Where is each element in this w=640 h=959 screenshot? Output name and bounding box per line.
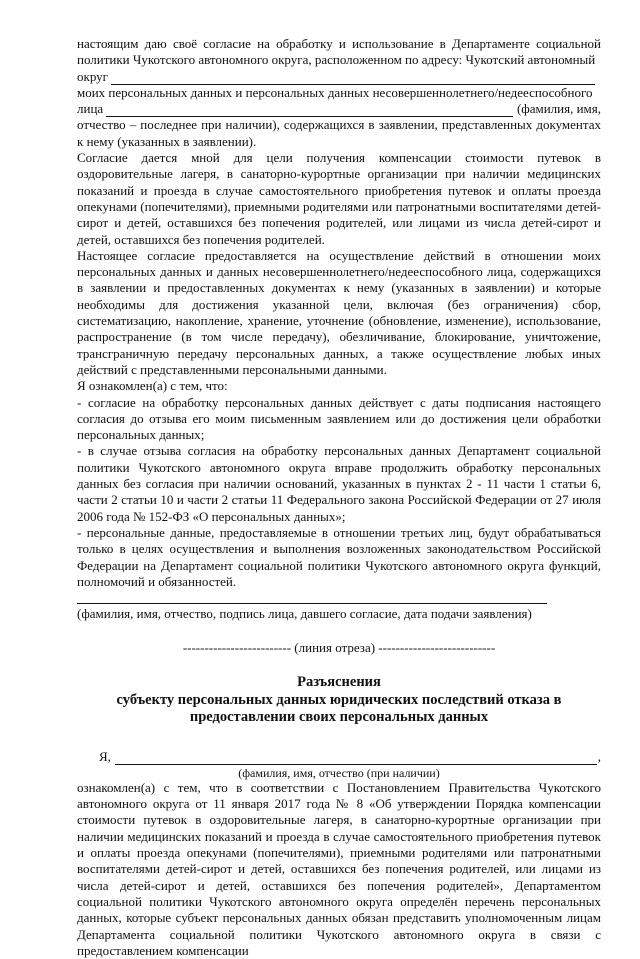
signature-line[interactable] [77, 602, 547, 604]
explanation-body: ознакомлен(а) с тем, что в соответствии с Постановлением Правительства Чукотского автономного округа от 11 января 2017 года № 8 «Об утверждении Порядка компенсации стоимости путевок в оздоровительные лагеря, в санаторно-курортные организации при наличии медицинских показаний и проезда в случае самостоятельного приобретения путевок и оплаты проезда опекунами (попечителями), приемными родителями или патронатными воспитателями детей-сирот и детей, оставшихся без попечения родителей, или лицами из числа детей-сирот и детей, оставшихся без попечения родителей», Департаментом социальной политики Чукотского автономного округа определён перечень персональных данных, которые субъект персональных данных обязан представить уполномоченным лицам Департамента социальной политики Чукотского автономного округа в связи с предоставлением компенсации [77, 779, 601, 958]
name-caption: (фамилия, имя, отчество (при наличии) [238, 765, 440, 780]
consent-intro-paragraph: настоящим даю своё согласие на обработку и использование в Департаменте социальной политики Чукотского автономного округа, расположенном по адресу: Чукотский автономный [77, 36, 601, 68]
okrug-label: округ [77, 68, 108, 84]
explanation-heading [77, 674, 601, 727]
item-2-paragraph: - в случае отзыва согласия на обработку персональных данных Департамент социальной политики Чукотского автономного округа вправе продолжить обработку персональных данных без согласия при наличии оснований, указанных в пунктах 2 - 11 части 1 статьи 6, части 2 статьи 10 и части 2 статьи 11 Федерального закона Российской Федерации от 27 июля 2006 года № 152-ФЗ «О персональных данных»; [77, 443, 601, 524]
person-label: лица [77, 101, 104, 117]
i-label: Я, [99, 748, 111, 764]
item-1-paragraph: - согласие на обработку персональных данных действует с даты подписания настоящего согласия до отзыва его моим письменным заявлением или до достижения цели обработки персональных данных; [77, 394, 601, 443]
document-page [77, 36, 601, 959]
purpose-paragraph: Согласие дается мной для цели получения компенсации стоимости путевок в оздоровительные лагеря, в санаторно-курортные организации при наличии медицинских показаний и проезда в случае самостоятельного приобретения путевок и оплаты проезда опекунами (попечителями), приемными родителями или патронатными воспитателями детей-сирот и детей, оставшихся без попечения родителей, или лицами из числа детей-сирот и детей, оставшихся без попечения родителей. [77, 150, 601, 247]
item-3-paragraph: - персональные данные, предоставляемые в отношении третьих лиц, будут обрабатываться только в целях осуществления и выполнения возложенных законодательством Российской Федерации на Департамент социальной политики Чукотского автономного округа функций, полномочий и обязанностей. [77, 524, 601, 589]
person-fill-line[interactable] [106, 104, 513, 117]
signature-area [77, 602, 601, 622]
cut-line: ------------------------- (линия отреза) --------------------------- [182, 640, 496, 656]
explanation-subtitle-1: субъекту персональных данных юридических последствий отказа в [116, 691, 562, 708]
fio-label: (фамилия, имя, [516, 101, 601, 117]
explanation-subtitle-2: предоставлении своих персональных данных [189, 709, 489, 726]
name-row [77, 749, 601, 765]
name-fill-line[interactable] [115, 752, 597, 765]
explanation-title: Разъяснения [297, 674, 381, 691]
trailing-comma: , [597, 748, 601, 764]
okrug-row [77, 69, 601, 85]
person-row [77, 101, 601, 117]
personal-data-line: моих персональных данных и персональных данных несовершеннолетнего/недееспособного [77, 84, 593, 100]
signature-caption: (фамилия, имя, отчество, подпись лица, давшего согласие, дата подачи заявления) [77, 606, 532, 622]
otchestvo-paragraph: отчество – последнее при наличии), содержащихся в заявлении, представленных документах к нему (указанных в заявлении). [77, 117, 601, 149]
actions-paragraph: Настоящее согласие предоставляется на осуществление действий в отношении моих персональных данных и данных несовершеннолетнего/недееспособного лица, содержащихся в заявлении и предоставленных документах к нему (указанных в заявлении) и которые необходимы для достижения указанной цели, включая (без ограничения) сбор, систематизацию, накопление, хранение, уточнение (обновление, изменение), использование, распространение (в том числе передачу), обезличивание, блокирование, уничтожение, трансграничную передачу персональных данных, а также осуществление любых иных действий с представленными персональными данными. [77, 247, 601, 377]
acknowledged-line: Я ознакомлен(а) с тем, что: [77, 378, 228, 394]
okrug-fill-line[interactable] [111, 72, 595, 85]
